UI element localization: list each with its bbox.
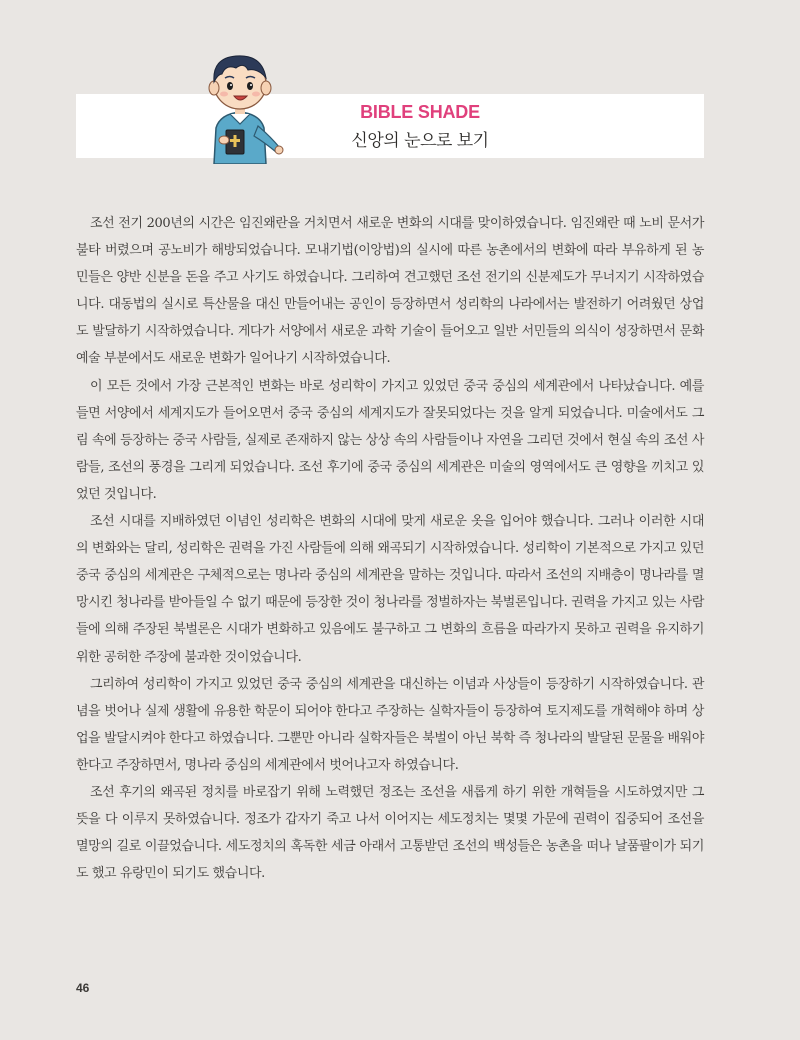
article-body [76, 210, 704, 887]
boy-with-book-mascot-icon [196, 44, 286, 164]
section-subtitle: 신앙의 눈으로 보기 [351, 131, 489, 151]
paragraph: 조선 시대를 지배하였던 이념인 성리학은 변화의 시대에 맞게 새로운 옷을 입어야 했습니다. 그러나 이러한 시대의 변화와는 달리, 성리학은 권력을 가진 사람들에 의해 왜곡되기 시작하였습니다. 성리학이 기본적으로 가지고 있던 중국 중심의 세계관은 구체적으로는 명나라 중심의 세계관을 말하는 것입니다. 따라서 조선의 지배층이 명나라를 멸망시킨 청나라를 받아들일 수 없기 때문에 등장한 것이 청나라를 정벌하자는 북벌론입니다. 권력을 가지고 있는 사람들에 의해 주장된 북벌론은 시대가 변화하고 있음에도 불구하고 그 변화의 흐름을 따라가지 못하고 권력을 유지하기 위한 공허한 주장에 불과한 것이었습니다. [76, 514, 704, 665]
paragraph: 조선 후기의 왜곡된 정치를 바로잡기 위해 노력했던 정조는 조선을 새롭게 하기 위한 개혁들을 시도하였지만 그 뜻을 다 이루지 못하였습니다. 정조가 갑자기 죽고 나서 이어지는 세도정치는 몇몇 가문에 권력이 집중되어 조선을 멸망의 길로 이끌었습니다. 세도정치의 혹독한 세금 아래서 고통받던 조선의 백성들은 농촌을 떠나 날품팔이가 되기도 했고 유랑민이 되기도 했습니다. [76, 784, 704, 882]
section-title: BIBLE SHADE [360, 102, 480, 122]
bible-shade-header [76, 94, 704, 158]
page-number: 46 [76, 981, 90, 995]
paragraph: 그리하여 성리학이 가지고 있었던 중국 중심의 세계관을 대신하는 이념과 사상들이 등장하기 시작하였습니다. 관념을 벗어나 실제 생활에 유용한 학문이 되어야 한다고 주장하는 실학자들이 등장하여 토지제도를 개혁해야 하며 상업을 발달시켜야 한다고 하였습니다. 그뿐만 아니라 실학자들은 북벌이 아닌 북학 즉 청나라의 발달된 문물을 배워야 한다고 주장하면서, 명나라 중심의 세계관에서 벗어나고자 하였습니다. [76, 676, 704, 773]
paragraph: 이 모든 것에서 가장 근본적인 변화는 바로 성리학이 가지고 있었던 중국 중심의 세계관에서 나타났습니다. 예를 들면 서양에서 세계지도가 들어오면서 중국 중심의 세계지도가 잘못되었다는 것을 알게 되었습니다. 미술에서도 그림 속에 등장하는 중국 사람들, 실제로 존재하지 않는 상상 속의 사람들이나 자연을 그리던 것에서 현실 속의 조선 사람들, 조선의 풍경을 그리게 되었습니다. 조선 후기에 중국 중심의 세계관은 미술의 영역에서도 큰 영향을 끼치고 있었던 것입니다. [76, 378, 704, 502]
paragraph: 조선 전기 200년의 시간은 임진왜란을 거치면서 새로운 변화의 시대를 맞이하였습니다. 임진왜란 때 노비 문서가 불타 버렸으며 공노비가 해방되었습니다. 모내기법(이앙법)의 실시에 따른 농촌에서의 변화에 따라 부유하게 된 농민들은 양반 신분을 돈을 주고 사기도 하였습니다. 그리하여 견고했던 조선 전기의 신분제도가 무너지기 시작하였습니다. 대동법의 실시로 특산물을 대신 만들어내는 공인이 등장하면서 성리학의 나라에서는 발전하기 어려웠던 상업도 발달하기 시작하였습니다. 게다가 서양에서 새로운 과학 기술이 들어오고 일반 서민들의 의식이 성장하면서 문화 예술 부분에서도 새로운 변화가 일어나기 시작하였습니다. [76, 216, 704, 367]
